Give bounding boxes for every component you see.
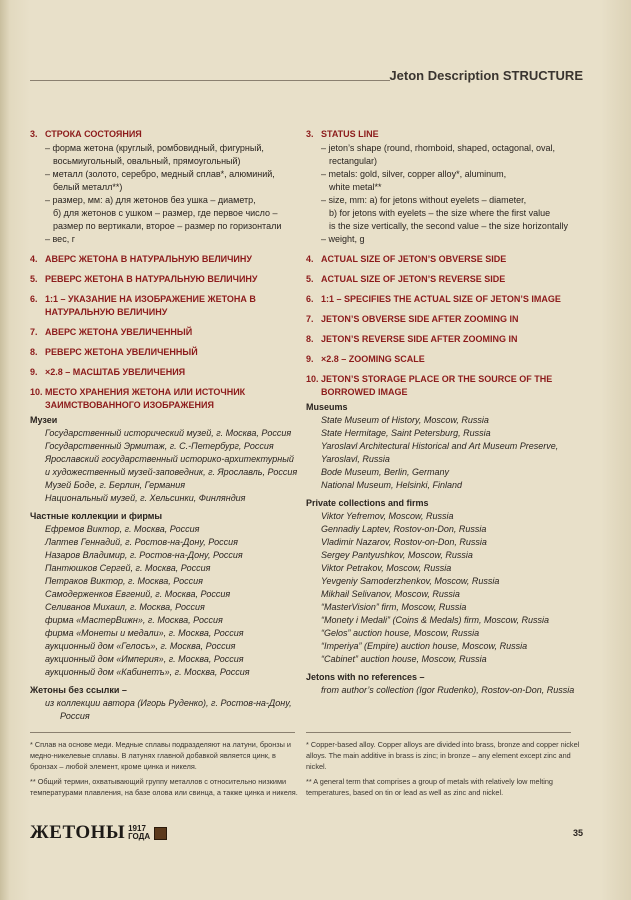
list-item: b) for jetons with eyelets – the size where the first value [329, 208, 551, 218]
museums-list-ru [30, 427, 302, 505]
list-item: Государственный исторический музей, г. Москва, Россия [45, 428, 292, 438]
list-item: Sergey Pantyushkov, Moscow, Russia [321, 550, 473, 560]
section-3-en: 3. STATUS LINE [306, 129, 379, 139]
section-9-en: 9. ×2.8 – ZOOMING SCALE [306, 354, 425, 364]
list-item: аукционный дом «Гелосъ», г. Москва, Россия [45, 641, 236, 651]
noref-text-ru: из коллекции автора (Игорь Руденко), г. Ростов-на-Дону, Россия [45, 698, 292, 721]
list-item: Gennadiy Laptev, Rostov-on-Don, Russia [321, 524, 487, 534]
section-10-ru: 10. МЕСТО ХРАНЕНИЯ ЖЕТОНА ИЛИ ИСТОЧНИК ЗАИМСТВОВАННОГО ИЗОБРАЖЕНИЯ [30, 387, 246, 410]
list-item: – размер, мм: а) для жетонов без ушка – диаметр, [45, 195, 256, 205]
list-item: Viktor Petrakov, Moscow, Russia [321, 563, 452, 573]
list-item: “Imperiya” (Empire) auction house, Moscow, Russia [321, 641, 528, 651]
footnote-2-ru: ** Общий термин, охватывающий группу металлов с относительно низкими температурами плавления, на базе олова или свинца, а также цинка и никеля. [30, 777, 298, 797]
list-item: “Monety i Medali” (Coins & Medals) firm, Moscow, Russia [321, 615, 550, 625]
section-4-ru: 4. АВЕРС ЖЕТОНА В НАТУРАЛЬНУЮ ВЕЛИЧИНУ [30, 254, 252, 264]
private-heading-en: Private collections and firms [306, 498, 429, 508]
list-item: – вес, г [45, 234, 75, 244]
noref-heading-en: Jetons with no references – [306, 672, 425, 682]
list-item: white metal** [329, 182, 382, 192]
list-item: белый металл**) [53, 182, 123, 192]
section-5-ru: 5. РЕВЕРС ЖЕТОНА В НАТУРАЛЬНУЮ ВЕЛИЧИНУ [30, 274, 258, 284]
section-10-en: 10. JETON’S STORAGE PLACE OR THE SOURCE OF THE BORROWED IMAGE [306, 374, 553, 397]
museums-list-en [306, 414, 586, 492]
list-item: Национальный музей, г. Хельсинки, Финляндия [45, 493, 246, 503]
header-rule [30, 80, 390, 81]
list-item: – size, mm: a) for jetons without eyelets – diameter, [321, 195, 527, 205]
list-item: National Museum, Helsinki, Finland [321, 480, 463, 490]
list-item: “Gelos” auction house, Moscow, Russia [321, 628, 480, 638]
list-item: Самодерженков Евгений, г. Москва, Россия [45, 589, 231, 599]
list-item: Yaroslavl Architectural Historical and Art Museum Preserve, [321, 441, 559, 451]
section-6-ru: 6. 1:1 – УКАЗАНИЕ НА ИЗОБРАЖЕНИЕ ЖЕТОНА В НАТУРАЛЬНУЮ ВЕЛИЧИНУ [30, 294, 256, 317]
list-item: размер по вертикали, второе – размер по горизонтали [53, 221, 282, 231]
private-heading-ru: Частные коллекции и фирмы [30, 511, 163, 521]
section-4-en: 4. ACTUAL SIZE OF JETON’S OBVERSE SIDE [306, 254, 507, 264]
section-7-en: 7. JETON’S OBVERSE SIDE AFTER ZOOMING IN [306, 314, 519, 324]
list-item: Селиванов Михаил, г. Москва, Россия [45, 602, 205, 612]
list-item: восьмиугольный, овальный, прямоугольный) [53, 156, 241, 166]
list-item: – weight, g [321, 234, 365, 244]
list-item: “Cabinet” auction house, Moscow, Russia [321, 654, 487, 664]
section-8-en: 8. JETON’S REVERSE SIDE AFTER ZOOMING IN [306, 334, 518, 344]
list-item: Музей Боде, г. Берлин, Германия [45, 480, 186, 490]
list-item: б) для жетонов с ушком – размер, где первое число – [53, 208, 278, 218]
noref-text-en: from author’s collection (Igor Rudenko), Rostov-on-Don, Russia [321, 685, 575, 695]
list-item: Vladimir Nazarov, Rostov-on-Don, Russia [321, 537, 487, 547]
book-logo [30, 822, 167, 844]
list-item: Ефремов Виктор, г. Москва, Россия [45, 524, 200, 534]
footnote-2-en: ** A general term that comprises a group of metals with relatively low melting temperatures, based on tin or lead as well as zinc and nickel. [306, 777, 553, 797]
section-8-ru: 8. РЕВЕРС ЖЕТОНА УВЕЛИЧЕННЫЙ [30, 347, 198, 357]
list-item: аукционный дом «Кабинетъ», г. Москва, Россия [45, 667, 250, 677]
list-item: – metals: gold, silver, copper alloy*, aluminum, [321, 169, 507, 179]
status-line-items-ru [30, 142, 302, 246]
list-item: rectangular) [329, 156, 378, 166]
list-item: State Museum of History, Moscow, Russia [321, 415, 489, 425]
footnotes-ru [30, 739, 300, 802]
private-list-ru [30, 523, 302, 679]
footnote-1-en: * Copper-based alloy. Copper alloys are divided into brass, bronze and copper nickel alloys. The main additive in brass is zinc; in bronze – any element except zinc and nickel. [306, 740, 580, 771]
museums-heading-ru: Музеи [30, 415, 58, 425]
list-item: и художественный музей-заповедник, г. Ярославль, Россия [45, 467, 298, 477]
logo-year: 1917 ГОДА [128, 824, 151, 841]
footnote-rule-ru [30, 732, 295, 733]
section-5-en: 5. ACTUAL SIZE OF JETON’S REVERSE SIDE [306, 274, 506, 284]
list-item: Bode Museum, Berlin, Germany [321, 467, 450, 477]
logo-emblem-icon [154, 827, 167, 840]
list-item: Петраков Виктор, г. Москва, Россия [45, 576, 203, 586]
section-9-ru: 9. ×2.8 – МАСШТАБ УВЕЛИЧЕНИЯ [30, 367, 186, 377]
section-3-ru: 3. СТРОКА СОСТОЯНИЯ [30, 129, 142, 139]
list-item: – jeton’s shape (round, rhomboid, shaped, octagonal, oval, [321, 143, 555, 153]
english-column [306, 128, 586, 697]
private-list-en [306, 510, 586, 666]
footnotes-en [306, 739, 584, 802]
list-item: – металл (золото, серебро, медный сплав*, алюминий, [45, 169, 275, 179]
list-item: фирма «Монеты и медали», г. Москва, Россия [45, 628, 244, 638]
list-item: is the size vertically, the second value – the size horizontally [329, 221, 568, 231]
list-item: Ярославский государственный историко-архитектурный [45, 454, 294, 464]
page-number: 35 [572, 828, 583, 838]
page-header-title: Jeton Description STRUCTURE [389, 68, 583, 83]
logo-text: ЖЕТОНЫ [30, 822, 126, 843]
list-item: Viktor Yefremov, Moscow, Russia [321, 511, 454, 521]
noref-heading-ru: Жетоны без ссылки – [30, 685, 127, 695]
list-item: аукционный дом «Империя», г. Москва, Россия [45, 654, 244, 664]
footnote-1-ru: * Сплав на основе меди. Медные сплавы подразделяют на латуни, бронзы и медно-никелевые сплавы. В латунях главной добавкой является цинк, в бронзах – любой элемент, кроме цинка и никеля. [30, 740, 291, 771]
russian-column [30, 128, 302, 723]
list-item: Пантюшков Сергей, г. Москва, Россия [45, 563, 211, 573]
list-item: Лаптев Геннадий, г. Ростов-на-Дону, Россия [45, 537, 238, 547]
museums-heading-en: Museums [306, 402, 348, 412]
list-item: Mikhail Selivanov, Moscow, Russia [321, 589, 460, 599]
list-item: Государственный Эрмитаж, г. С.-Петербург, Россия [45, 441, 274, 451]
status-line-items-en [306, 142, 586, 246]
footnote-rule-en [306, 732, 571, 733]
list-item: “MasterVision” firm, Moscow, Russia [321, 602, 467, 612]
section-7-ru: 7. АВЕРС ЖЕТОНА УВЕЛИЧЕННЫЙ [30, 327, 193, 337]
list-item: фирма «МастерВижн», г. Москва, Россия [45, 615, 223, 625]
list-item: Yaroslavl, Russia [321, 454, 390, 464]
section-6-en: 6. 1:1 – SPECIFIES THE ACTUAL SIZE OF JETON’S IMAGE [306, 294, 561, 304]
list-item: Назаров Владимир, г. Ростов-на-Дону, Россия [45, 550, 243, 560]
list-item: Yevgeniy Samoderzhenkov, Moscow, Russia [321, 576, 500, 586]
list-item: – форма жетона (круглый, ромбовидный, фигурный, [45, 143, 264, 153]
list-item: State Hermitage, Saint Petersburg, Russia [321, 428, 491, 438]
